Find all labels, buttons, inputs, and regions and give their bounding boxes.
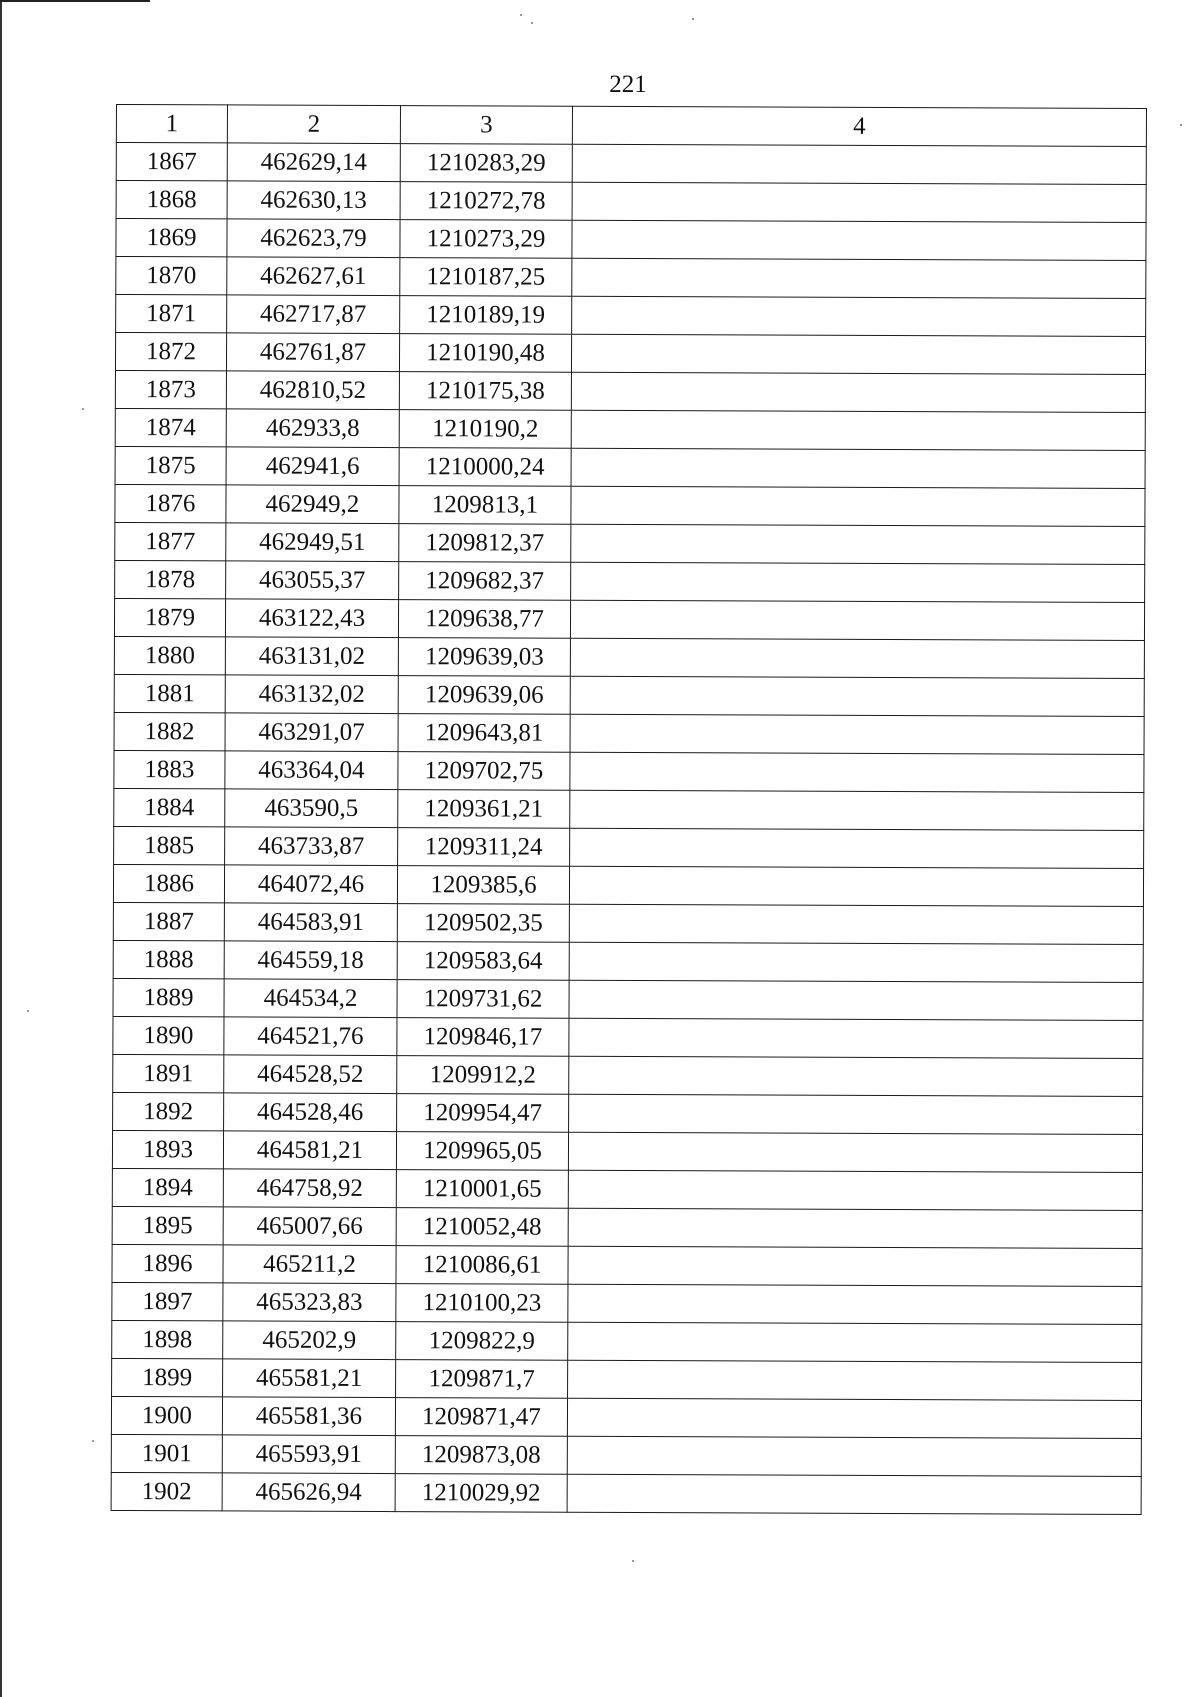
scan-speck — [632, 1560, 634, 1562]
x-coordinate-cell: 464528,52 — [224, 1055, 397, 1094]
page-number: 221 — [609, 71, 647, 98]
y-coordinate-cell: 1209846,17 — [397, 1018, 569, 1057]
note-cell — [567, 1474, 1141, 1514]
x-coordinate-cell: 464534,2 — [224, 979, 397, 1018]
point-number-cell: 1897 — [112, 1282, 223, 1320]
table-row — [111, 1434, 1141, 1476]
point-number-cell: 1879 — [114, 598, 225, 636]
y-coordinate-cell: 1209812,37 — [399, 524, 571, 563]
y-coordinate-cell: 1209871,47 — [395, 1398, 567, 1437]
note-cell — [568, 1284, 1142, 1324]
table-row — [113, 978, 1143, 1020]
scan-speck — [692, 18, 694, 20]
point-number-cell: 1874 — [115, 408, 226, 446]
note-cell — [572, 258, 1146, 298]
note-cell — [567, 1436, 1141, 1476]
note-cell — [571, 562, 1145, 602]
x-coordinate-cell: 462810,52 — [226, 371, 399, 410]
table-row — [112, 1320, 1142, 1362]
scan-speck — [520, 14, 522, 16]
y-coordinate-cell: 1210189,19 — [400, 296, 572, 335]
table-row — [114, 826, 1144, 868]
table-row — [116, 295, 1146, 337]
table-row — [113, 864, 1143, 906]
y-coordinate-cell: 1209639,06 — [398, 676, 570, 715]
point-number-cell: 1899 — [112, 1358, 223, 1396]
note-cell — [571, 524, 1145, 564]
table-row — [115, 370, 1145, 412]
y-coordinate-cell: 1209682,37 — [399, 562, 571, 601]
point-number-cell: 1867 — [116, 143, 227, 181]
y-coordinate-cell: 1209311,24 — [398, 828, 570, 867]
point-number-cell: 1886 — [113, 864, 224, 902]
x-coordinate-cell: 462949,51 — [226, 523, 399, 562]
table-row — [113, 902, 1143, 944]
x-coordinate-cell: 463364,04 — [225, 751, 398, 790]
x-coordinate-cell: 462629,14 — [227, 143, 400, 182]
x-coordinate-cell: 465581,36 — [222, 1397, 395, 1436]
x-coordinate-cell: 465202,9 — [223, 1321, 396, 1360]
note-cell — [569, 866, 1143, 906]
y-coordinate-cell: 1210273,29 — [400, 220, 572, 259]
table-row — [116, 257, 1146, 299]
point-number-cell: 1900 — [111, 1396, 222, 1434]
note-cell — [568, 1360, 1142, 1400]
x-coordinate-cell: 463131,02 — [225, 637, 398, 676]
point-number-cell: 1894 — [112, 1168, 223, 1206]
note-cell — [571, 448, 1145, 488]
y-coordinate-cell: 1210175,38 — [399, 372, 571, 411]
page-left-edge — [0, 0, 2, 1697]
y-coordinate-cell: 1209702,75 — [398, 752, 570, 791]
note-cell — [572, 144, 1146, 184]
note-cell — [571, 372, 1145, 412]
point-number-cell: 1884 — [114, 788, 225, 826]
x-coordinate-cell: 464072,46 — [224, 865, 397, 904]
column-header-3: 3 — [400, 106, 572, 145]
y-coordinate-cell: 1209965,05 — [396, 1132, 568, 1171]
table-row — [113, 940, 1143, 982]
note-cell — [570, 790, 1144, 830]
table-row — [114, 674, 1144, 716]
table-row — [116, 143, 1146, 185]
x-coordinate-cell: 462941,6 — [226, 447, 399, 486]
table-row — [112, 1168, 1142, 1210]
column-header-2: 2 — [227, 105, 400, 144]
y-coordinate-cell: 1209639,03 — [398, 638, 570, 677]
table-row — [112, 1206, 1142, 1248]
point-number-cell: 1875 — [115, 446, 226, 484]
note-cell — [569, 980, 1143, 1020]
x-coordinate-cell: 462761,87 — [226, 333, 399, 372]
note-cell — [570, 676, 1144, 716]
point-number-cell: 1869 — [116, 219, 227, 257]
note-cell — [570, 714, 1144, 754]
point-number-cell: 1873 — [115, 370, 226, 408]
coordinates-table-wrapper — [111, 104, 1146, 1515]
y-coordinate-cell: 1209873,08 — [395, 1436, 567, 1475]
y-coordinate-cell: 1210052,48 — [396, 1208, 568, 1247]
table-row — [113, 1054, 1143, 1096]
y-coordinate-cell: 1210029,92 — [395, 1474, 567, 1513]
table-row — [114, 712, 1144, 754]
y-coordinate-cell: 1209954,47 — [397, 1094, 569, 1133]
point-number-cell: 1891 — [113, 1054, 224, 1092]
y-coordinate-cell: 1210190,48 — [399, 334, 571, 373]
point-number-cell: 1878 — [115, 560, 226, 598]
point-number-cell: 1876 — [115, 484, 226, 522]
y-coordinate-cell: 1209361,21 — [398, 790, 570, 829]
x-coordinate-cell: 464583,91 — [224, 903, 397, 942]
x-coordinate-cell: 465323,83 — [223, 1283, 396, 1322]
table-row — [115, 560, 1145, 602]
point-number-cell: 1895 — [112, 1206, 223, 1244]
note-cell — [568, 1322, 1142, 1362]
point-number-cell: 1902 — [111, 1472, 222, 1510]
y-coordinate-cell: 1209822,9 — [396, 1322, 568, 1361]
x-coordinate-cell: 465581,21 — [223, 1359, 396, 1398]
y-coordinate-cell: 1210187,25 — [400, 258, 572, 297]
column-header-4: 4 — [572, 106, 1146, 146]
y-coordinate-cell: 1209813,1 — [399, 486, 571, 525]
point-number-cell: 1871 — [116, 295, 227, 333]
y-coordinate-cell: 1210000,24 — [399, 448, 571, 487]
x-coordinate-cell: 463590,5 — [225, 789, 398, 828]
point-number-cell: 1885 — [114, 826, 225, 864]
point-number-cell: 1868 — [116, 181, 227, 219]
table-header-row — [116, 105, 1146, 147]
note-cell — [570, 638, 1144, 678]
table-row — [116, 181, 1146, 223]
x-coordinate-cell: 465007,66 — [223, 1207, 396, 1246]
scan-speck — [92, 1440, 94, 1442]
x-coordinate-cell: 463122,43 — [225, 599, 398, 638]
note-cell — [572, 220, 1146, 260]
table-row — [114, 598, 1144, 640]
column-header-1: 1 — [116, 105, 227, 143]
table-row — [116, 219, 1146, 261]
y-coordinate-cell: 1210100,23 — [396, 1284, 568, 1323]
scan-speck — [1180, 124, 1182, 126]
page-corner-mark — [0, 0, 150, 2]
y-coordinate-cell: 1209871,7 — [396, 1360, 568, 1399]
scan-speck — [82, 408, 84, 410]
table-row — [115, 333, 1145, 375]
y-coordinate-cell: 1210283,29 — [400, 144, 572, 183]
y-coordinate-cell: 1209638,77 — [398, 600, 570, 639]
x-coordinate-cell: 465626,94 — [222, 1473, 395, 1512]
table-row — [112, 1130, 1142, 1172]
table-row — [115, 484, 1145, 526]
note-cell — [571, 334, 1145, 374]
y-coordinate-cell: 1209583,64 — [397, 942, 569, 981]
coordinates-table — [111, 104, 1147, 1515]
point-number-cell: 1872 — [115, 333, 226, 371]
x-coordinate-cell: 464521,76 — [224, 1017, 397, 1056]
table-row — [113, 1092, 1143, 1134]
table-row — [113, 1016, 1143, 1058]
point-number-cell: 1889 — [113, 978, 224, 1016]
table-row — [111, 1472, 1141, 1514]
note-cell — [569, 1018, 1143, 1058]
table-row — [115, 408, 1145, 450]
y-coordinate-cell: 1210001,65 — [396, 1170, 568, 1209]
x-coordinate-cell: 462623,79 — [227, 219, 400, 258]
note-cell — [570, 828, 1144, 868]
y-coordinate-cell: 1210190,2 — [399, 410, 571, 449]
note-cell — [570, 600, 1144, 640]
x-coordinate-cell: 465211,2 — [223, 1245, 396, 1284]
point-number-cell: 1881 — [114, 674, 225, 712]
x-coordinate-cell: 464758,92 — [223, 1169, 396, 1208]
note-cell — [569, 942, 1143, 982]
point-number-cell: 1893 — [112, 1130, 223, 1168]
point-number-cell: 1882 — [114, 712, 225, 750]
coordinates-table-body — [111, 105, 1146, 1515]
note-cell — [569, 1056, 1143, 1096]
note-cell — [572, 182, 1146, 222]
y-coordinate-cell: 1210086,61 — [396, 1246, 568, 1285]
scan-speck — [531, 22, 533, 24]
point-number-cell: 1892 — [113, 1092, 224, 1130]
note-cell — [569, 1094, 1143, 1134]
table-row — [115, 446, 1145, 488]
y-coordinate-cell: 1209385,6 — [397, 866, 569, 905]
table-row — [114, 788, 1144, 830]
y-coordinate-cell: 1209643,81 — [398, 714, 570, 753]
note-cell — [572, 296, 1146, 336]
note-cell — [567, 1398, 1141, 1438]
x-coordinate-cell: 462627,61 — [227, 257, 400, 296]
point-number-cell: 1901 — [111, 1434, 222, 1472]
table-row — [112, 1358, 1142, 1400]
note-cell — [568, 1208, 1142, 1248]
point-number-cell: 1896 — [112, 1244, 223, 1282]
x-coordinate-cell: 462949,2 — [226, 485, 399, 524]
point-number-cell: 1888 — [113, 940, 224, 978]
x-coordinate-cell: 465593,91 — [222, 1435, 395, 1474]
x-coordinate-cell: 463132,02 — [225, 675, 398, 714]
point-number-cell: 1890 — [113, 1016, 224, 1054]
x-coordinate-cell: 462717,87 — [227, 295, 400, 334]
y-coordinate-cell: 1209502,35 — [397, 904, 569, 943]
table-row — [112, 1282, 1142, 1324]
x-coordinate-cell: 462630,13 — [227, 181, 400, 220]
table-row — [111, 1396, 1141, 1438]
point-number-cell: 1883 — [114, 750, 225, 788]
point-number-cell: 1898 — [112, 1320, 223, 1358]
x-coordinate-cell: 463291,07 — [225, 713, 398, 752]
x-coordinate-cell: 464559,18 — [224, 941, 397, 980]
note-cell — [568, 1132, 1142, 1172]
note-cell — [568, 1246, 1142, 1286]
point-number-cell: 1877 — [115, 522, 226, 560]
point-number-cell: 1880 — [114, 636, 225, 674]
scan-speck — [27, 1010, 29, 1012]
y-coordinate-cell: 1209912,2 — [397, 1056, 569, 1095]
y-coordinate-cell: 1210272,78 — [400, 182, 572, 221]
note-cell — [568, 1170, 1142, 1210]
note-cell — [569, 904, 1143, 944]
note-cell — [571, 486, 1145, 526]
point-number-cell: 1887 — [113, 902, 224, 940]
table-row — [114, 636, 1144, 678]
table-row — [112, 1244, 1142, 1286]
y-coordinate-cell: 1209731,62 — [397, 980, 569, 1019]
x-coordinate-cell: 464528,46 — [224, 1093, 397, 1132]
x-coordinate-cell: 463055,37 — [226, 561, 399, 600]
note-cell — [570, 752, 1144, 792]
x-coordinate-cell: 463733,87 — [225, 827, 398, 866]
table-row — [115, 522, 1145, 564]
note-cell — [571, 410, 1145, 450]
x-coordinate-cell: 464581,21 — [223, 1131, 396, 1170]
point-number-cell: 1870 — [116, 257, 227, 295]
table-row — [114, 750, 1144, 792]
x-coordinate-cell: 462933,8 — [226, 409, 399, 448]
